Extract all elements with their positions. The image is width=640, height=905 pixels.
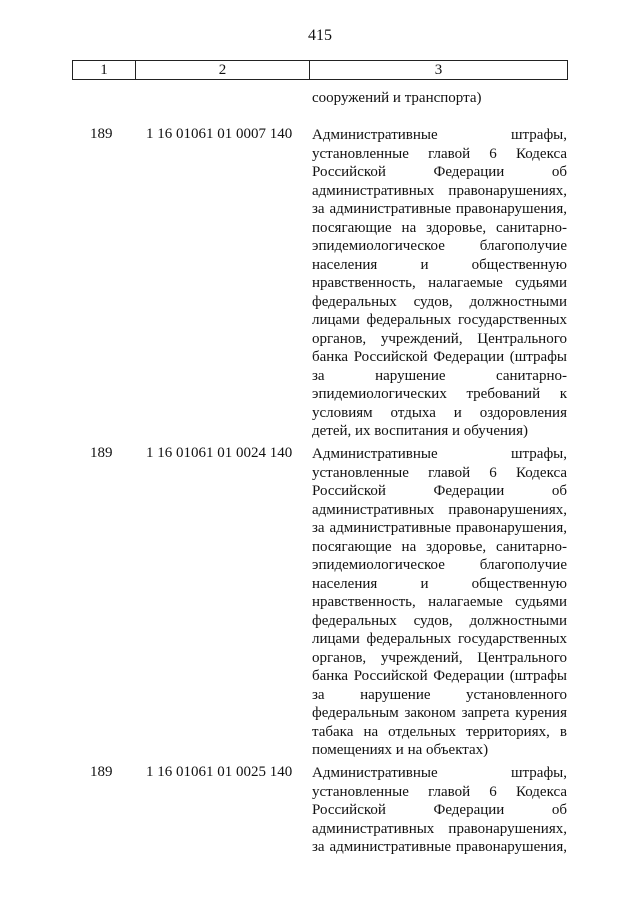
description-line: лицами федеральных государственных xyxy=(312,631,567,647)
description-line: федеральным законом запрета курения xyxy=(312,705,567,721)
description-line: эпидемиологическое благополучие xyxy=(312,557,567,573)
description-line: Российской Федерации об xyxy=(312,802,567,818)
description-line: помещениях и на объектах) xyxy=(312,742,489,758)
description-line: банка Российской Федерации (штрафы xyxy=(312,349,567,365)
description-line: за нарушение санитарно- xyxy=(312,367,567,384)
description-line: Российской Федерации об xyxy=(312,483,567,499)
description-line: эпидемиологических требований к xyxy=(312,386,567,402)
description-line: установленные главой 6 Кодекса xyxy=(312,145,567,162)
page-number: 415 xyxy=(308,27,332,44)
description-line: за административные правонарушения, xyxy=(312,201,567,217)
description-line: населения и общественную xyxy=(312,256,567,273)
description-line: табака на отдельных территориях, в xyxy=(312,723,567,740)
table-header xyxy=(72,60,568,80)
description-line: эпидемиологическое благополучие xyxy=(312,238,567,254)
description-line: населения и общественную xyxy=(312,575,567,592)
description-line: Административные штрафы, xyxy=(312,446,567,462)
description-line: за административные правонарушения, xyxy=(312,520,567,536)
description-line: условиям отдыха и оздоровления xyxy=(312,404,567,421)
continuation-text xyxy=(312,89,567,108)
description-line: административных правонарушениях, xyxy=(312,820,567,837)
description-line: за нарушение установленного xyxy=(312,686,567,703)
budget-classification-code: 1 16 01061 01 0025 140 xyxy=(146,764,293,780)
description-line: Российской Федерации об xyxy=(312,164,567,180)
budget-classification-code: 1 16 01061 01 0007 140 xyxy=(146,126,293,142)
description-line: лицами федеральных государственных xyxy=(312,312,567,328)
description-line: административных правонарушениях, xyxy=(312,182,567,199)
header-col-1: 1 xyxy=(73,61,136,79)
admin-code: 189 xyxy=(90,764,113,780)
description-line: федеральных судов, должностными xyxy=(312,612,567,629)
description xyxy=(312,126,567,441)
description-line: банка Российской Федерации (штрафы xyxy=(312,668,567,684)
description-line: посягающие на здоровье, санитарно- xyxy=(312,538,567,555)
budget-classification-code: 1 16 01061 01 0024 140 xyxy=(146,445,293,461)
description-line: за административные правонарушения, xyxy=(312,839,567,855)
admin-code: 189 xyxy=(90,126,113,142)
description-line: установленные главой 6 Кодекса xyxy=(312,464,567,481)
header-col-2: 2 xyxy=(136,61,310,79)
description xyxy=(312,445,567,760)
description-line: административных правонарушениях, xyxy=(312,501,567,518)
description-line: нравственность, налагаемые судьями xyxy=(312,275,567,291)
description-line: органов, учреждений, Центрального xyxy=(312,649,567,666)
description-line: посягающие на здоровье, санитарно- xyxy=(312,219,567,236)
admin-code: 189 xyxy=(90,445,113,461)
description-line: установленные главой 6 Кодекса xyxy=(312,783,567,800)
description-line: Административные штрафы, xyxy=(312,127,567,143)
description-line: Административные штрафы, xyxy=(312,765,567,781)
description xyxy=(312,764,567,857)
description-line: органов, учреждений, Центрального xyxy=(312,330,567,347)
description-line: федеральных судов, должностными xyxy=(312,293,567,310)
header-col-3: 3 xyxy=(434,61,443,78)
description-line: нравственность, налагаемые судьями xyxy=(312,594,567,610)
description-line: детей, их воспитания и обучения) xyxy=(312,423,528,439)
continuation-line: сооружений и транспорта) xyxy=(312,90,482,106)
